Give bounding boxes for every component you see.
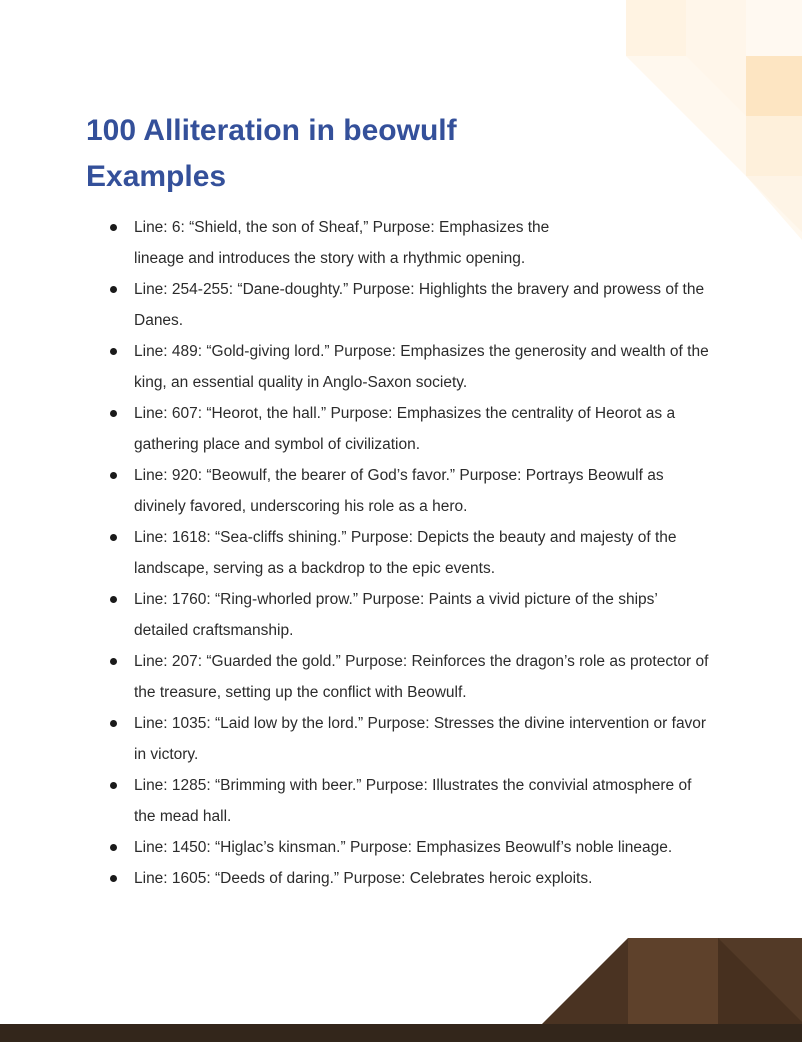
list-item (110, 832, 710, 863)
example-text: Line: 1450: “Higlac’s kinsman.” Purpose: Emphasizes Beowulf’s noble lineage. (134, 839, 673, 856)
bullet-icon (110, 720, 117, 727)
list-item (110, 863, 710, 894)
list-item (110, 212, 710, 274)
example-text: Line: 1605: “Deeds of daring.” Purpose: Celebrates heroic exploits. (134, 870, 593, 887)
bullet-icon (110, 844, 117, 851)
bullet-icon (110, 348, 117, 355)
bullet-icon (110, 224, 117, 231)
list-item (110, 708, 710, 770)
bullet-icon (110, 472, 117, 479)
page-title-line-1: 100 Alliteration in beowulf (86, 114, 457, 147)
list-item (110, 584, 710, 646)
bottom-strip (0, 1024, 802, 1042)
example-text: Line: 607: “Heorot, the hall.” Purpose: Emphasizes the centrality of Heorot as a gathering place and symbol of civilization. (134, 405, 676, 453)
list-item (110, 398, 710, 460)
example-text-continued: lineage and introduces the story with a rhythmic opening. (134, 250, 526, 267)
list-item (110, 336, 710, 398)
example-text: Line: 1035: “Laid low by the lord.” Purpose: Stresses the divine intervention or favor in victory. (134, 715, 707, 763)
example-text: Line: 1760: “Ring-whorled prow.” Purpose: Paints a vivid picture of the ships’ detailed craftsmanship. (134, 591, 658, 639)
list-item (110, 770, 710, 832)
bullet-icon (110, 782, 117, 789)
list-item (110, 646, 710, 708)
list-item (110, 460, 710, 522)
page-title-line-2: Examples (86, 160, 227, 193)
page-title (86, 108, 686, 200)
bullet-icon (110, 534, 117, 541)
bullet-icon (110, 875, 117, 882)
list-item (110, 522, 710, 584)
example-text: Line: 920: “Beowulf, the bearer of God’s favor.” Purpose: Portrays Beowulf as divinely favored, underscoring his role as a hero. (134, 467, 664, 515)
bullet-icon (110, 658, 117, 665)
examples-list (110, 212, 710, 894)
example-text: Line: 207: “Guarded the gold.” Purpose: Reinforces the dragon’s role as protector of the treasure, setting up the conflict with Beowulf. (134, 653, 709, 701)
bullet-icon (110, 410, 117, 417)
bullet-icon (110, 596, 117, 603)
bottom-right-decoration (540, 938, 802, 1042)
example-text: Line: 1618: “Sea-cliffs shining.” Purpose: Depicts the beauty and majesty of the landscape, serving as a backdrop to the epic events. (134, 529, 677, 577)
bullet-icon (110, 286, 117, 293)
example-text: Line: 254-255: “Dane-doughty.” Purpose: Highlights the bravery and prowess of the Danes. (134, 281, 705, 329)
list-item (110, 274, 710, 336)
example-text: Line: 489: “Gold-giving lord.” Purpose: Emphasizes the generosity and wealth of the king, an essential quality in Anglo-Saxon society. (134, 343, 709, 391)
example-text: Line: 1285: “Brimming with beer.” Purpose: Illustrates the convivial atmosphere of the mead hall. (134, 777, 692, 825)
example-text: Line: 6: “Shield, the son of Sheaf,” Purpose: Emphasizes the (134, 219, 550, 236)
